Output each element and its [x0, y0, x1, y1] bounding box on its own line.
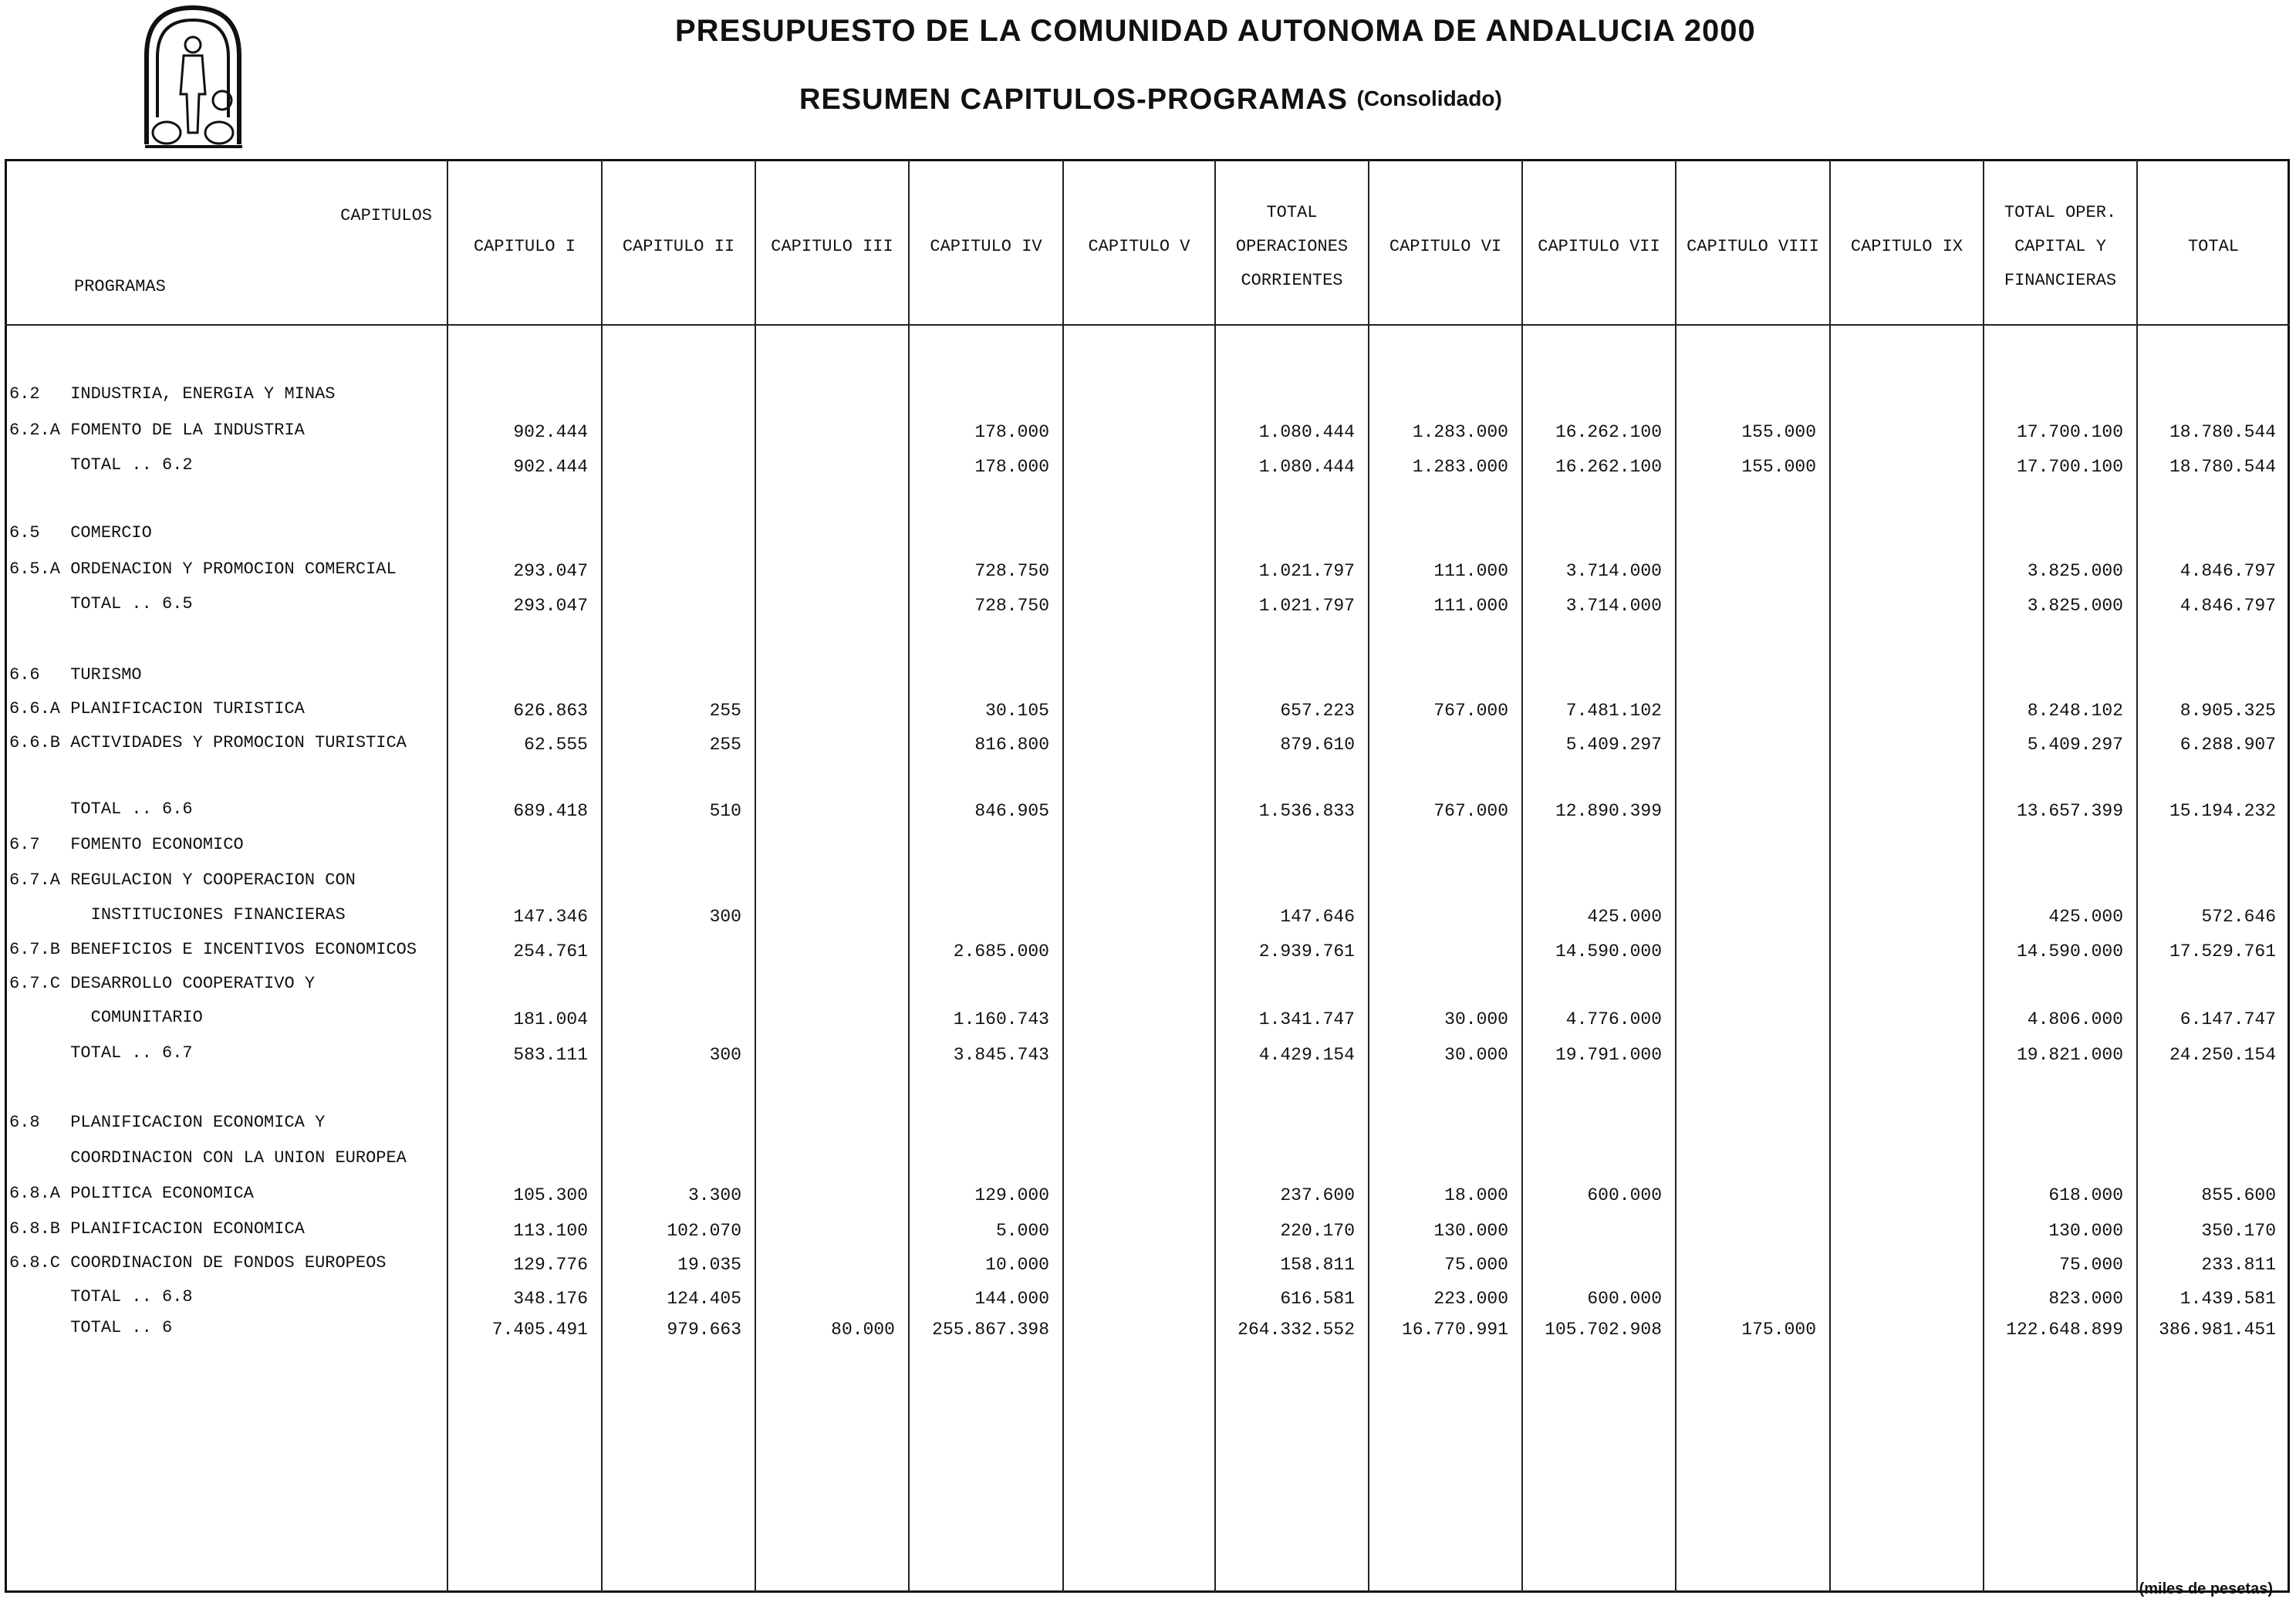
- column-header: CAPITULO V: [1088, 237, 1190, 256]
- value-cell: 16.262.100: [1555, 422, 1662, 442]
- value-cell: 102.070: [667, 1221, 741, 1241]
- value-cell: 16.262.100: [1555, 457, 1662, 477]
- value-cell: 129.000: [974, 1185, 1049, 1205]
- subtitle-text: RESUMEN CAPITULOS-PROGRAMAS: [799, 83, 1349, 116]
- program-label: 6.8 PLANIFICACION ECONOMICA Y: [9, 1113, 326, 1132]
- value-cell: 3.300: [687, 1185, 741, 1205]
- column-header: CAPITULO II: [622, 237, 735, 256]
- column-header: TOTAL: [2187, 237, 2239, 256]
- value-cell: 350.170: [2201, 1221, 2276, 1241]
- value-cell: 300: [709, 907, 741, 927]
- page-subtitle: [799, 83, 1502, 117]
- value-cell: 255: [709, 701, 741, 721]
- value-cell: 657.223: [1280, 701, 1355, 721]
- program-label: 6.8.C COORDINACION DE FONDOS EUROPEOS: [9, 1253, 387, 1273]
- value-cell: 255: [709, 735, 741, 755]
- value-cell: 12.890.399: [1555, 801, 1662, 821]
- value-cell: 130.000: [2048, 1221, 2123, 1241]
- value-cell: 7.405.491: [491, 1320, 588, 1340]
- column-divider: [1983, 159, 1984, 1593]
- value-cell: 10.000: [985, 1255, 1049, 1275]
- value-cell: 80.000: [831, 1320, 895, 1340]
- value-cell: 1.160.743: [953, 1009, 1049, 1029]
- value-cell: 18.780.544: [2169, 422, 2276, 442]
- column-header: CAPITULO IX: [1850, 237, 1963, 256]
- value-cell: 386.981.451: [2159, 1320, 2276, 1340]
- value-cell: 19.035: [677, 1255, 741, 1275]
- value-cell: 823.000: [2048, 1289, 2123, 1309]
- value-cell: 5.000: [995, 1221, 1049, 1241]
- value-cell: 129.776: [513, 1255, 588, 1275]
- value-cell: 16.770.991: [1401, 1320, 1508, 1340]
- value-cell: 979.663: [667, 1320, 741, 1340]
- value-cell: 728.750: [974, 561, 1049, 581]
- column-divider: [1521, 159, 1523, 1593]
- value-cell: 767.000: [1433, 701, 1508, 721]
- value-cell: 425.000: [1587, 907, 1662, 927]
- value-cell: 1.080.444: [1258, 422, 1355, 442]
- header-divider: [5, 324, 2290, 326]
- program-label: 6.6.A PLANIFICACION TURISTICA: [9, 699, 305, 718]
- column-divider: [601, 159, 603, 1593]
- program-label: INSTITUCIONES FINANCIERAS: [9, 905, 346, 924]
- value-cell: 122.648.899: [2006, 1320, 2123, 1340]
- program-label: TOTAL .. 6: [9, 1318, 173, 1337]
- program-label: TOTAL .. 6.2: [9, 455, 193, 475]
- value-cell: 510: [709, 801, 741, 821]
- program-label: TOTAL .. 6.6: [9, 799, 193, 819]
- value-cell: 18.000: [1444, 1185, 1508, 1205]
- value-cell: 144.000: [974, 1289, 1049, 1309]
- value-cell: 147.646: [1280, 907, 1355, 927]
- value-cell: 30.000: [1444, 1045, 1508, 1065]
- column-divider: [1214, 159, 1216, 1593]
- value-cell: 3.714.000: [1565, 596, 1662, 616]
- value-cell: 6.147.747: [2180, 1009, 2276, 1029]
- program-label: 6.2 INDUSTRIA, ENERGIA Y MINAS: [9, 384, 336, 404]
- value-cell: 4.776.000: [1565, 1009, 1662, 1029]
- value-cell: 223.000: [1433, 1289, 1508, 1309]
- value-cell: 618.000: [2048, 1185, 2123, 1205]
- value-cell: 130.000: [1433, 1221, 1508, 1241]
- page-title: PRESUPUESTO DE LA COMUNIDAD AUTONOMA DE ANDALUCIA 2000: [675, 14, 1756, 48]
- value-cell: 4.846.797: [2180, 561, 2276, 581]
- value-cell: 111.000: [1433, 561, 1508, 581]
- value-cell: 5.409.297: [2027, 735, 2123, 755]
- value-cell: 902.444: [513, 457, 588, 477]
- column-header: TOTAL OPERACIONES CORRIENTES: [1235, 203, 1349, 290]
- value-cell: 816.800: [974, 735, 1049, 755]
- value-cell: 3.825.000: [2027, 596, 2123, 616]
- value-cell: 19.791.000: [1555, 1045, 1662, 1065]
- corner-programas-label: PROGRAMAS: [74, 277, 166, 296]
- program-label: 6.5 COMERCIO: [9, 523, 152, 542]
- value-cell: 13.657.399: [2016, 801, 2123, 821]
- value-cell: 237.600: [1280, 1185, 1355, 1205]
- program-label: TOTAL .. 6.5: [9, 594, 193, 613]
- column-divider: [447, 159, 448, 1593]
- program-label: TOTAL .. 6.7: [9, 1043, 193, 1063]
- program-label: 6.8.A POLITICA ECONOMICA: [9, 1184, 254, 1203]
- value-cell: 17.529.761: [2169, 941, 2276, 962]
- value-cell: 158.811: [1280, 1255, 1355, 1275]
- program-label: COORDINACION CON LA UNION EUROPEA: [9, 1148, 407, 1168]
- value-cell: 147.346: [513, 907, 588, 927]
- value-cell: 902.444: [513, 422, 588, 442]
- corner-capitulos-label: CAPITULOS: [340, 206, 432, 225]
- value-cell: 30.000: [1444, 1009, 1508, 1029]
- value-cell: 175.000: [1741, 1320, 1816, 1340]
- program-label: 6.7.C DESARROLLO COOPERATIVO Y: [9, 974, 316, 993]
- value-cell: 4.429.154: [1258, 1045, 1355, 1065]
- units-note: (miles de pesetas): [2139, 1580, 2273, 1597]
- value-cell: 1.021.797: [1258, 596, 1355, 616]
- value-cell: 14.590.000: [1555, 941, 1662, 962]
- value-cell: 4.846.797: [2180, 596, 2276, 616]
- value-cell: 155.000: [1741, 457, 1816, 477]
- column-header: CAPITULO VIII: [1687, 237, 1819, 256]
- value-cell: 62.555: [524, 735, 588, 755]
- value-cell: 1.341.747: [1258, 1009, 1355, 1029]
- value-cell: 3.825.000: [2027, 561, 2123, 581]
- value-cell: 75.000: [1444, 1255, 1508, 1275]
- column-divider: [1829, 159, 1831, 1593]
- program-label: 6.7.A REGULACION Y COOPERACION CON: [9, 870, 356, 890]
- value-cell: 7.481.102: [1565, 701, 1662, 721]
- value-cell: 75.000: [2059, 1255, 2123, 1275]
- value-cell: 855.600: [2201, 1185, 2276, 1205]
- value-cell: 111.000: [1433, 596, 1508, 616]
- value-cell: 1.536.833: [1258, 801, 1355, 821]
- value-cell: 220.170: [1280, 1221, 1355, 1241]
- program-label: 6.7 FOMENTO ECONOMICO: [9, 835, 244, 854]
- value-cell: 879.610: [1280, 735, 1355, 755]
- value-cell: 6.288.907: [2180, 735, 2276, 755]
- program-label: 6.7.B BENEFICIOS E INCENTIVOS ECONOMICOS: [9, 940, 417, 959]
- value-cell: 616.581: [1280, 1289, 1355, 1309]
- value-cell: 254.761: [513, 941, 588, 962]
- value-cell: 728.750: [974, 596, 1049, 616]
- program-label: 6.6.B ACTIVIDADES Y PROMOCION TURISTICA: [9, 733, 407, 752]
- value-cell: 113.100: [513, 1221, 588, 1241]
- junta-andalucia-logo: [137, 2, 249, 156]
- value-cell: 425.000: [2048, 907, 2123, 927]
- subtitle-note: (Consolidado): [1356, 86, 1502, 110]
- value-cell: 233.811: [2201, 1255, 2276, 1275]
- column-divider: [1675, 159, 1676, 1593]
- value-cell: 178.000: [974, 422, 1049, 442]
- column-header: TOTAL OPER. CAPITAL Y FINANCIERAS: [2004, 203, 2117, 290]
- value-cell: 4.806.000: [2027, 1009, 2123, 1029]
- value-cell: 105.300: [513, 1185, 588, 1205]
- column-divider: [1368, 159, 1369, 1593]
- value-cell: 767.000: [1433, 801, 1508, 821]
- value-cell: 105.702.908: [1545, 1320, 1662, 1340]
- value-cell: 1.283.000: [1412, 457, 1508, 477]
- program-label: 6.5.A ORDENACION Y PROMOCION COMERCIAL: [9, 559, 397, 579]
- value-cell: 30.105: [985, 701, 1049, 721]
- value-cell: 3.714.000: [1565, 561, 1662, 581]
- value-cell: 155.000: [1741, 422, 1816, 442]
- value-cell: 181.004: [513, 1009, 588, 1029]
- program-label: 6.2.A FOMENTO DE LA INDUSTRIA: [9, 421, 305, 440]
- value-cell: 600.000: [1587, 1289, 1662, 1309]
- program-label: 6.8.B PLANIFICACION ECONOMICA: [9, 1219, 305, 1239]
- value-cell: 8.905.325: [2180, 701, 2276, 721]
- value-cell: 689.418: [513, 801, 588, 821]
- value-cell: 17.700.100: [2016, 422, 2123, 442]
- column-header: CAPITULO I: [473, 237, 576, 256]
- column-divider: [908, 159, 910, 1593]
- value-cell: 1.439.581: [2180, 1289, 2276, 1309]
- value-cell: 846.905: [974, 801, 1049, 821]
- column-divider: [1062, 159, 1064, 1593]
- value-cell: 15.194.232: [2169, 801, 2276, 821]
- value-cell: 2.685.000: [953, 941, 1049, 962]
- column-divider: [2136, 159, 2138, 1593]
- column-divider: [755, 159, 756, 1593]
- value-cell: 264.332.552: [1237, 1320, 1355, 1340]
- value-cell: 255.867.398: [932, 1320, 1049, 1340]
- column-header: CAPITULO III: [771, 237, 893, 256]
- value-cell: 572.646: [2201, 907, 2276, 927]
- value-cell: 8.248.102: [2027, 701, 2123, 721]
- value-cell: 1.283.000: [1412, 422, 1508, 442]
- value-cell: 19.821.000: [2016, 1045, 2123, 1065]
- value-cell: 626.863: [513, 701, 588, 721]
- value-cell: 1.080.444: [1258, 457, 1355, 477]
- program-label: 6.6 TURISMO: [9, 665, 142, 684]
- value-cell: 583.111: [513, 1045, 588, 1065]
- value-cell: 600.000: [1587, 1185, 1662, 1205]
- value-cell: 293.047: [513, 561, 588, 581]
- value-cell: 300: [709, 1045, 741, 1065]
- value-cell: 293.047: [513, 596, 588, 616]
- value-cell: 178.000: [974, 457, 1049, 477]
- column-header: CAPITULO VII: [1538, 237, 1660, 256]
- value-cell: 2.939.761: [1258, 941, 1355, 962]
- value-cell: 14.590.000: [2016, 941, 2123, 962]
- program-label: COMUNITARIO: [9, 1008, 203, 1027]
- value-cell: 17.700.100: [2016, 457, 2123, 477]
- program-label: TOTAL .. 6.8: [9, 1287, 193, 1306]
- value-cell: 5.409.297: [1565, 735, 1662, 755]
- value-cell: 18.780.544: [2169, 457, 2276, 477]
- column-header: CAPITULO IV: [930, 237, 1042, 256]
- value-cell: 1.021.797: [1258, 561, 1355, 581]
- value-cell: 124.405: [667, 1289, 741, 1309]
- column-header: CAPITULO VI: [1389, 237, 1502, 256]
- value-cell: 24.250.154: [2169, 1045, 2276, 1065]
- value-cell: 348.176: [513, 1289, 588, 1309]
- value-cell: 3.845.743: [953, 1045, 1049, 1065]
